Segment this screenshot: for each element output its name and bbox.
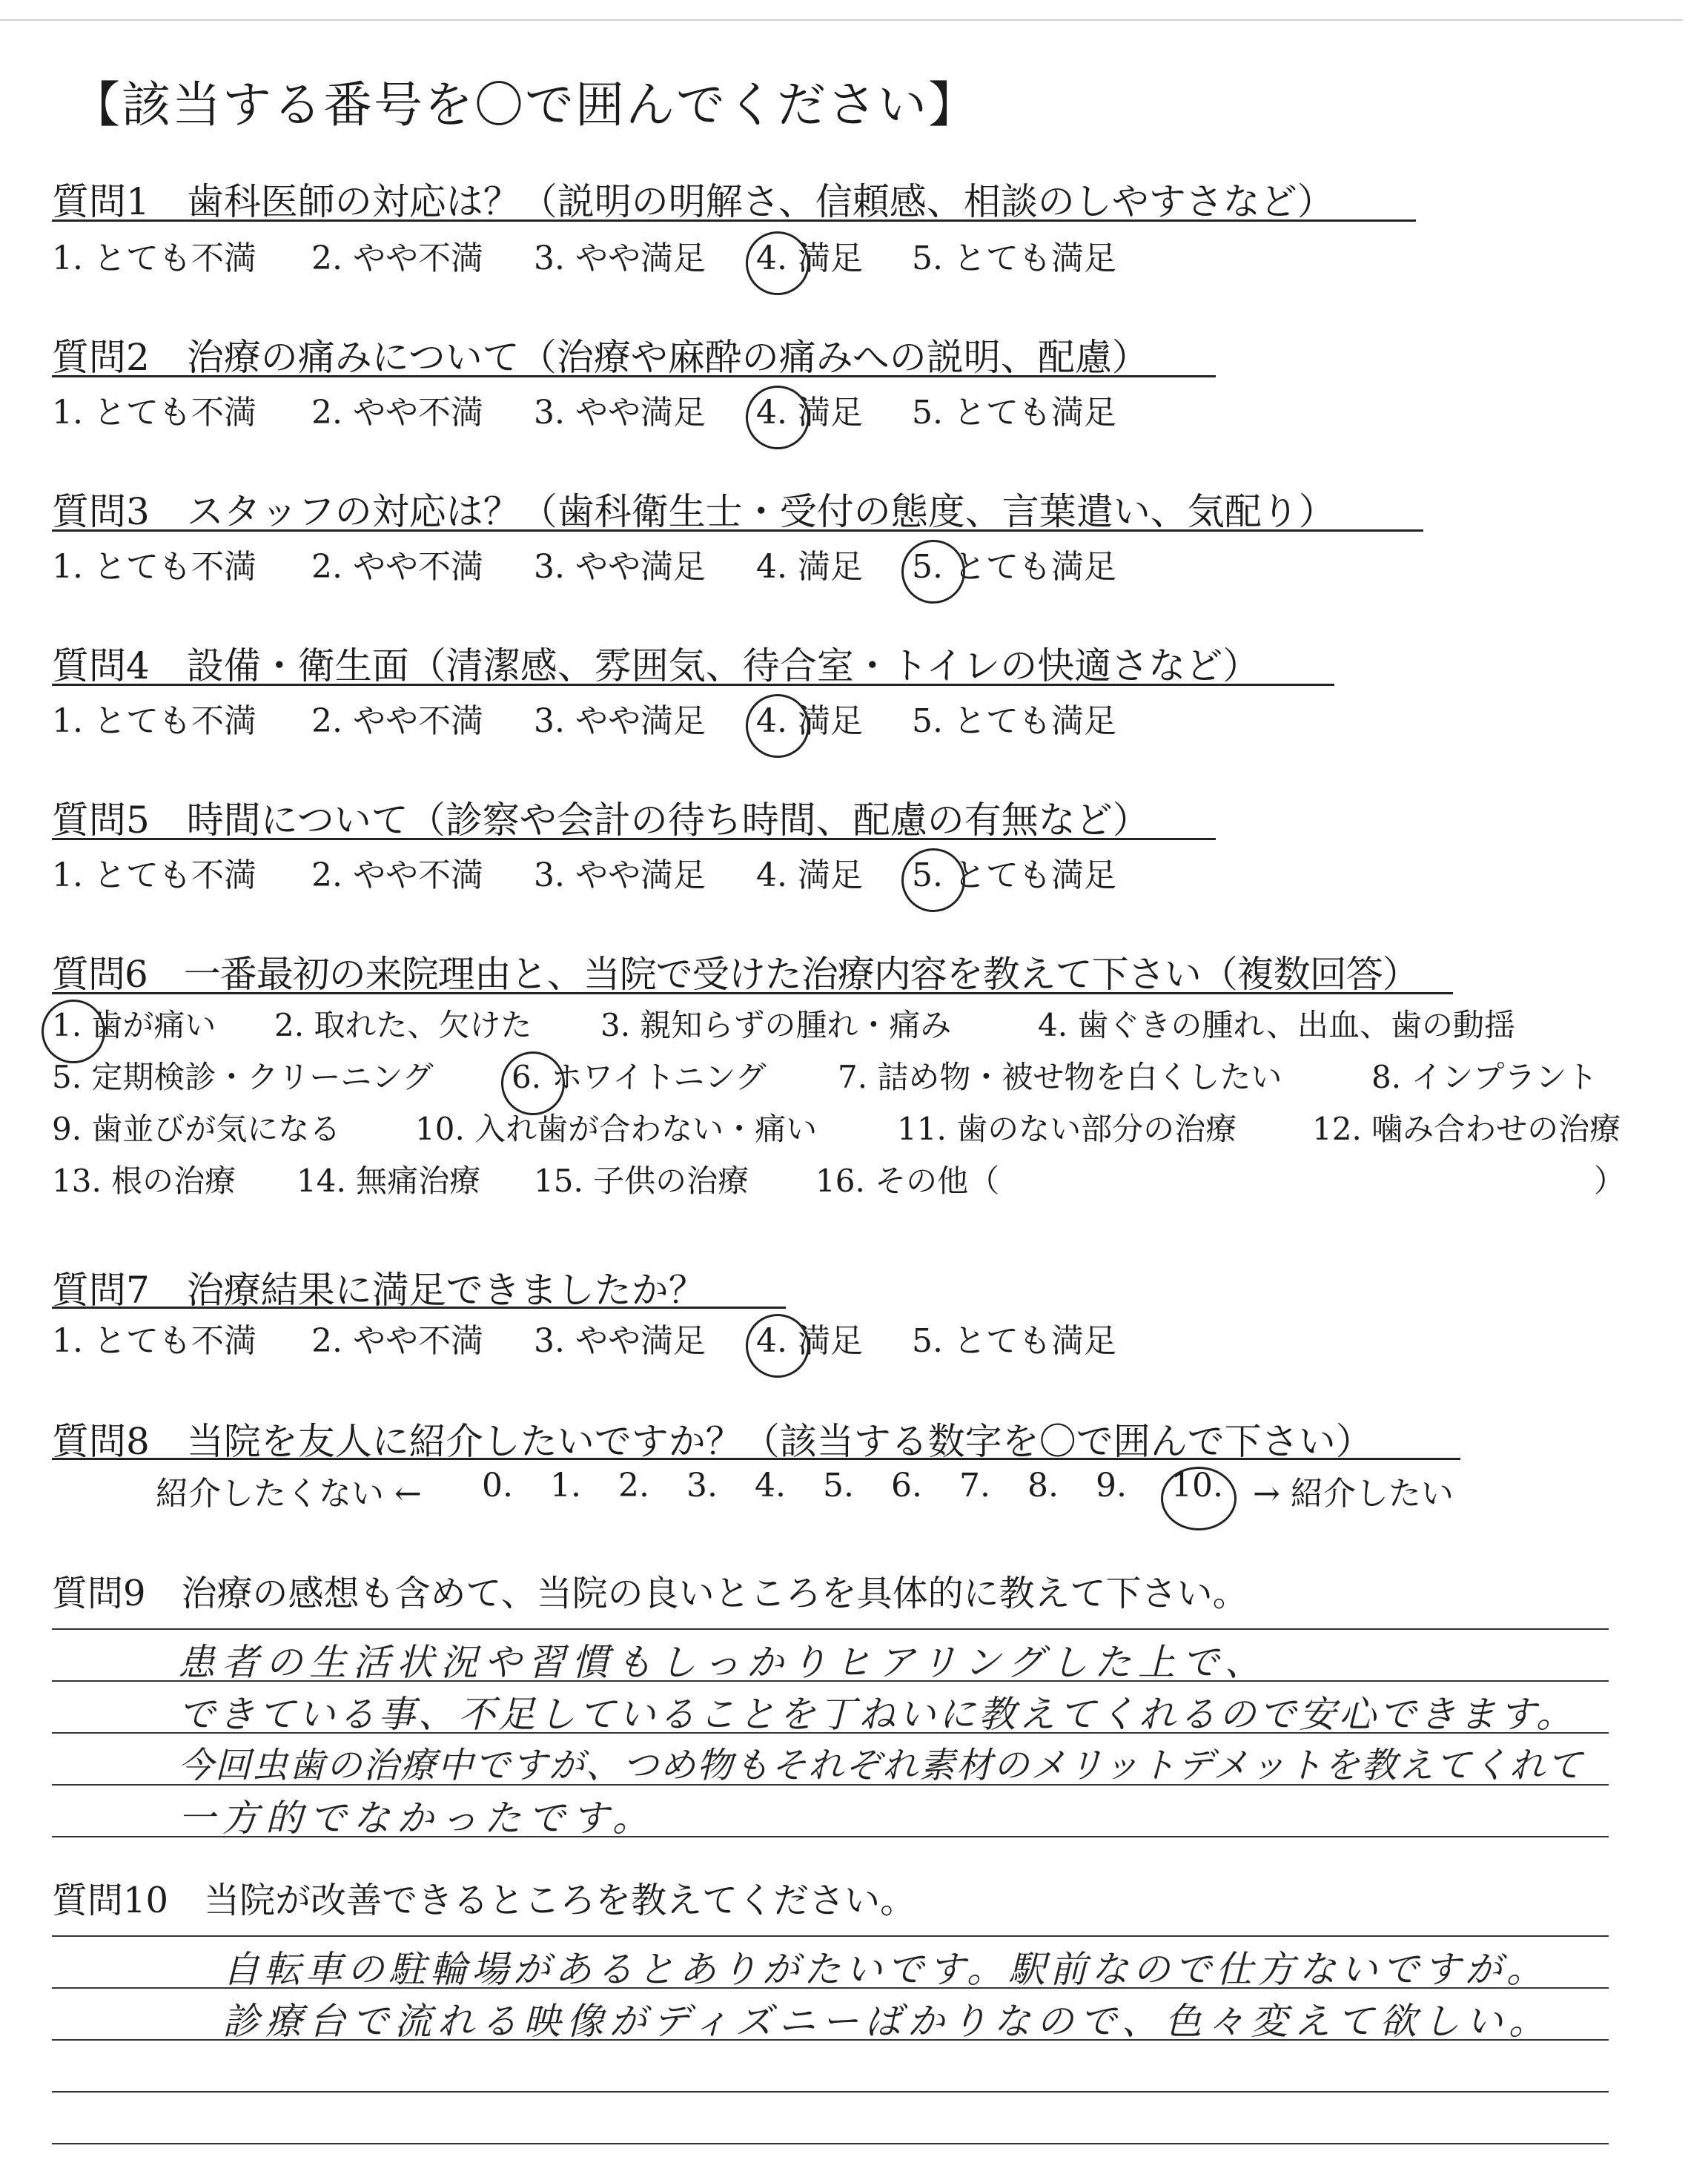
q1-title: 質問1 歯科医師の対応は？（説明の明解さ、信頼感、相談のしやすさなど） [52,180,1334,223]
q1-option-5[interactable]: 5. とても満足 [912,240,1116,277]
q8-option-5[interactable]: 5. [823,1467,854,1505]
q6-option-4[interactable]: 4. 歯ぐきの腫れ、出血、歯の動揺 [1038,1007,1515,1043]
q2-option-3[interactable]: 3. やや満足 [534,394,706,432]
q8-option-2[interactable]: 2. [618,1467,649,1505]
q10-writing-line-4 [52,2091,1609,2093]
q9-writing-line-1 [52,1628,1609,1630]
q4-option-3[interactable]: 3. やや満足 [534,702,706,740]
q7-option-5[interactable]: 5. とても満足 [912,1322,1116,1360]
q1-option-2[interactable]: 2. やや不満 [311,240,483,277]
q2-option-4[interactable]: 4. 満足 [756,394,863,432]
q2-selection-circle [746,386,810,449]
q3-option-4[interactable]: 4. 満足 [756,548,863,586]
q10-writing-line-5 [52,2143,1609,2144]
q3-option-2[interactable]: 2. やや不満 [311,548,483,586]
q2-option-5[interactable]: 5. とても満足 [912,394,1116,432]
q5-option-1[interactable]: 1. とても不満 [52,856,256,894]
q6-option-13[interactable]: 13. 根の治療 [52,1163,236,1199]
q4-option-2[interactable]: 2. やや不満 [311,702,483,740]
q7-option-3[interactable]: 3. やや満足 [534,1322,706,1360]
q10-answer-line-1: 自転車の駐輪場があるとありがたいです。駅前なので仕方ないですが。 [222,1948,1548,1991]
q7-option-1[interactable]: 1. とても不満 [52,1322,256,1360]
q7-selection-circle [746,1314,810,1378]
q8-underline [52,1458,1460,1460]
q4-option-1[interactable]: 1. とても不満 [52,702,256,740]
q4-underline [52,684,1334,686]
q2-option-2[interactable]: 2. やや不満 [311,394,483,432]
q8-option-1[interactable]: 1. [550,1467,581,1505]
q6-underline [52,992,1453,994]
q2-underline [52,375,1216,377]
q8-selection-circle [1161,1467,1237,1530]
q8-option-7[interactable]: 7. [959,1467,990,1505]
q8-title: 質問8 当院を友人に紹介したいですか？（該当する数字を〇で囲んで下さい） [52,1420,1373,1463]
q9-answer-line-1: 患者の生活状況や習慣もしっかりヒアリングした上で、 [178,1641,1268,1684]
q4-title: 質問4 設備・衛生面（清潔感、雰囲気、待合室・トイレの快適さなど） [52,644,1260,687]
q6-title: 質問6 一番最初の来院理由と、当院で受けた治療内容を教えて下さい（複数回答） [52,953,1419,996]
q9-title: 質問9 治療の感想も含めて、当院の良いところを具体的に教えて下さい。 [52,1573,1248,1614]
q1-option-3[interactable]: 3. やや満足 [534,240,706,277]
q10-title: 質問10 当院が改善できるところを教えてください。 [52,1880,916,1921]
q7-title: 質問7 治療結果に満足できましたか？ [52,1269,706,1312]
q9-answer-line-2: できている事、不足していることを丁ねいに教えてくれるので安心できます。 [178,1693,1576,1736]
q10-writing-line-1 [52,1935,1609,1937]
q7-underline [52,1307,786,1309]
q5-option-2[interactable]: 2. やや不満 [311,856,483,894]
q5-option-5[interactable]: 5. とても満足 [912,856,1116,894]
q4-option-5[interactable]: 5. とても満足 [912,702,1116,740]
q8-right-label: → 紹介したい [1253,1475,1454,1513]
q2-title: 質問2 治療の痛みについて（治療や麻酔の痛みへの説明、配慮） [52,336,1149,379]
q8-option-4[interactable]: 4. [755,1467,786,1505]
q5-option-4[interactable]: 4. 満足 [756,856,863,894]
q9-answer-line-4: 一方的でなかったです。 [178,1797,656,1840]
q9-answer-line-3: 今回虫歯の治療中ですが、つめ物もそれぞれ素材のメリットデメットを教えてくれて [178,1745,1584,1786]
q3-option-5[interactable]: 5. とても満足 [912,548,1116,586]
q6-option-15[interactable]: 15. 子供の治療 [534,1163,749,1199]
q8-option-10[interactable]: 10. [1171,1467,1223,1505]
q6-option-12[interactable]: 12. 噛み合わせの治療 [1312,1111,1621,1147]
q4-option-4[interactable]: 4. 満足 [756,702,863,740]
q7-option-2[interactable]: 2. やや不満 [311,1322,483,1360]
q6-option-1[interactable]: 1. 歯が痛い [52,1007,216,1043]
q8-left-label: 紹介したくない ← [156,1475,422,1513]
q6-option-5[interactable]: 5. 定期検診・クリーニング [52,1059,434,1095]
q6-option-6[interactable]: 6. ホワイトニング [512,1059,767,1095]
q6-selection-circle-1 [42,1000,105,1063]
q5-title: 質問5 時間について（診察や会計の待ち時間、配慮の有無など） [52,799,1150,842]
q1-selection-circle [746,231,810,295]
page-title: 【該当する番号を〇で囲んでください】 [71,76,979,133]
q6-option-16[interactable]: 16. その他（ [815,1163,1000,1199]
q6-option-10[interactable]: 10. 入れ歯が合わない・痛い [415,1111,818,1147]
q8-option-0[interactable]: 0. [482,1467,513,1505]
q5-option-3[interactable]: 3. やや満足 [534,856,706,894]
q6-option-14[interactable]: 14. 無痛治療 [297,1163,481,1199]
page-edge [0,19,1683,21]
q10-answer-line-2: 診療台で流れる映像がディズニーばかりなので、色々変えて欲しい。 [222,2000,1552,2043]
q8-option-3[interactable]: 3. [686,1467,718,1505]
q2-option-1[interactable]: 1. とても不満 [52,394,256,432]
q1-option-1[interactable]: 1. とても不満 [52,240,256,277]
q1-underline [52,219,1416,222]
q5-underline [52,838,1216,840]
q6-option-7[interactable]: 7. 詰め物・被せ物を白くしたい [838,1059,1282,1095]
q4-selection-circle [746,694,810,758]
q8-option-9[interactable]: 9. [1096,1467,1127,1505]
q3-underline [52,529,1423,532]
q3-selection-circle [901,540,965,604]
q1-option-4[interactable]: 4. 満足 [756,240,863,277]
q6-option-3[interactable]: 3. 親知らずの腫れ・痛み [600,1007,952,1043]
q6-option-11[interactable]: 11. 歯のない部分の治療 [897,1111,1237,1147]
q6-option-2[interactable]: 2. 取れた、欠けた [274,1007,532,1043]
q8-option-8[interactable]: 8. [1027,1467,1059,1505]
q6-option-9[interactable]: 9. 歯並びが気になる [52,1111,341,1147]
q6-selection-circle-6 [501,1051,565,1115]
q6-other-close: ） [1594,1163,1626,1199]
q3-option-1[interactable]: 1. とても不満 [52,548,256,586]
q3-option-3[interactable]: 3. やや満足 [534,548,706,586]
q3-title: 質問3 スタッフの対応は？（歯科衛生士・受付の態度、言葉遣い、気配り） [52,490,1336,533]
q5-selection-circle [901,848,965,912]
q6-option-8[interactable]: 8. インプラント [1371,1059,1598,1095]
q7-option-4[interactable]: 4. 満足 [756,1322,863,1360]
q8-option-6[interactable]: 6. [891,1467,922,1505]
